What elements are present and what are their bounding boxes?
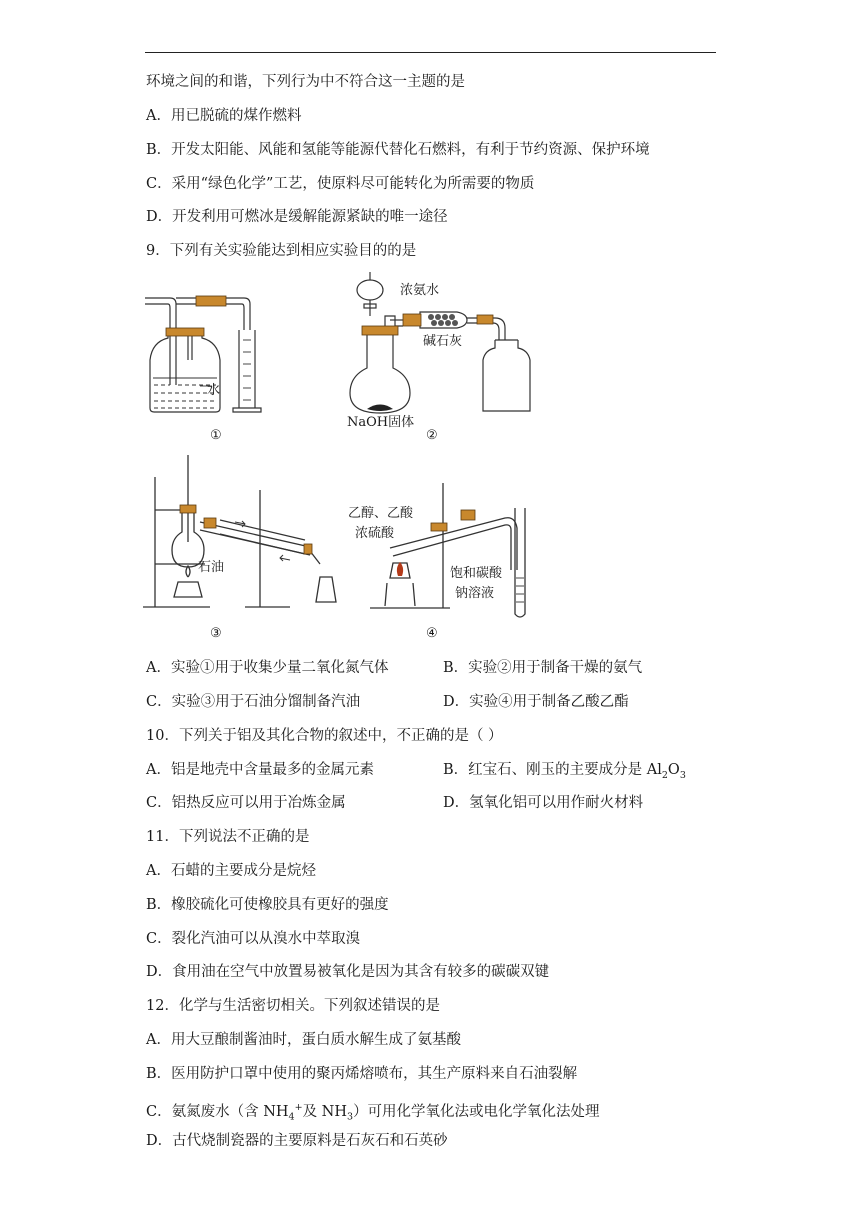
q10-option-d: D．氢氧化铝可以用作耐火材料 <box>443 795 644 811</box>
figure-2-label-ammonia: 浓氨水 <box>400 283 440 298</box>
q12-option-d: D．古代烧制瓷器的主要原料是石灰石和石英砂 <box>146 1133 448 1149</box>
q9-option-d: D．实验④用于制备乙酸乙酯 <box>443 694 629 710</box>
q8-option-d: D．开发利用可燃冰是缓解能源紧缺的唯一途径 <box>146 209 448 225</box>
q8-stem: 环境之间的和谐，下列行为中不符合这一主题的是 <box>146 74 465 90</box>
figure-4-label-ethanol-acid: 乙醇、乙酸 <box>348 506 414 521</box>
q12-option-c-sup1: + <box>294 1102 303 1113</box>
figure-4-label-sulfuric-acid: 浓硫酸 <box>355 526 395 541</box>
header-rule <box>145 52 716 53</box>
figure-1-label-water: 水 <box>207 383 221 398</box>
q11-option-b: B．橡胶硫化可使橡胶具有更好的强度 <box>146 897 389 913</box>
figure-4-caption: ④ <box>426 626 438 641</box>
q11-stem: 11．下列说法不正确的是 <box>146 829 310 845</box>
q10-option-b-mid: O <box>667 762 680 778</box>
figure-4-label-carbonate-line2: 钠溶液 <box>455 586 495 601</box>
q10-option-a: A．铝是地壳中含量最多的金属元素 <box>146 762 374 778</box>
q12-option-c-sub2: 3 <box>347 1111 354 1123</box>
q9-option-b: B．实验②用于制备干燥的氨气 <box>443 660 643 676</box>
figure-2-caption: ② <box>426 428 438 443</box>
q10-stem: 10．下列关于铝及其化合物的叙述中，不正确的是（ ） <box>146 728 503 744</box>
q12-option-a: A．用大豆酿制酱油时，蛋白质水解生成了氨基酸 <box>146 1032 461 1048</box>
q9-stem: 9．下列有关实验能达到相应实验目的的是 <box>146 243 417 259</box>
figure-2-label-naoh: NaOH固体 <box>347 415 415 430</box>
figure-1-apparatus <box>140 290 280 420</box>
q11-option-d: D．食用油在空气中放置易被氧化是因为其含有较多的碳碳双键 <box>146 964 550 980</box>
figure-3-apparatus <box>140 452 365 617</box>
q11-option-a: A．石蜡的主要成分是烷烃 <box>146 863 316 879</box>
q8-option-c: C．采用“绿色化学”工艺，使原料尽可能转化为所需要的物质 <box>146 176 535 192</box>
q10-option-b <box>443 760 686 786</box>
q12-option-c-mid: 及 NH <box>302 1103 348 1120</box>
q10-option-b-sub1: 2 <box>661 769 668 781</box>
q9-option-c: C．实验③用于石油分馏制备汽油 <box>146 694 361 710</box>
figure-3-label-petroleum: 石油 <box>198 560 225 575</box>
figure-4-label-carbonate-line1: 饱和碳酸 <box>450 566 503 581</box>
q10-option-c: C．铝热反应可以用于冶炼金属 <box>146 795 346 811</box>
q12-stem: 12．化学与生活密切相关。下列叙述错误的是 <box>146 998 440 1014</box>
q10-option-b-sub2: 3 <box>679 769 686 781</box>
q8-option-b: B．开发太阳能、风能和氢能等能源代替化石燃料，有利于节约资源、保护环境 <box>146 142 650 158</box>
q9-option-a: A．实验①用于收集少量二氧化氮气体 <box>146 660 389 676</box>
q11-option-c: C．裂化汽油可以从溴水中萃取溴 <box>146 931 361 947</box>
q12-option-c-pre: C．氨氮废水（含 NH <box>146 1103 289 1120</box>
q12-option-c-sub1: 4 <box>288 1111 295 1123</box>
q12-option-c-post: ）可用化学氧化法或电化学氧化法处理 <box>353 1103 600 1120</box>
q12-option-c <box>146 1098 600 1128</box>
q12-option-b: B．医用防护口罩中使用的聚丙烯熔喷布，其生产原料来自石油裂解 <box>146 1066 578 1082</box>
q10-option-b-text: B．红宝石、刚玉的主要成分是 Al <box>443 762 662 778</box>
figure-2-label-soda-lime: 碱石灰 <box>423 334 463 349</box>
q8-option-a: A．用已脱硫的煤作燃料 <box>146 108 302 124</box>
figure-3-caption: ③ <box>210 626 222 641</box>
figure-1-caption: ① <box>210 428 222 443</box>
